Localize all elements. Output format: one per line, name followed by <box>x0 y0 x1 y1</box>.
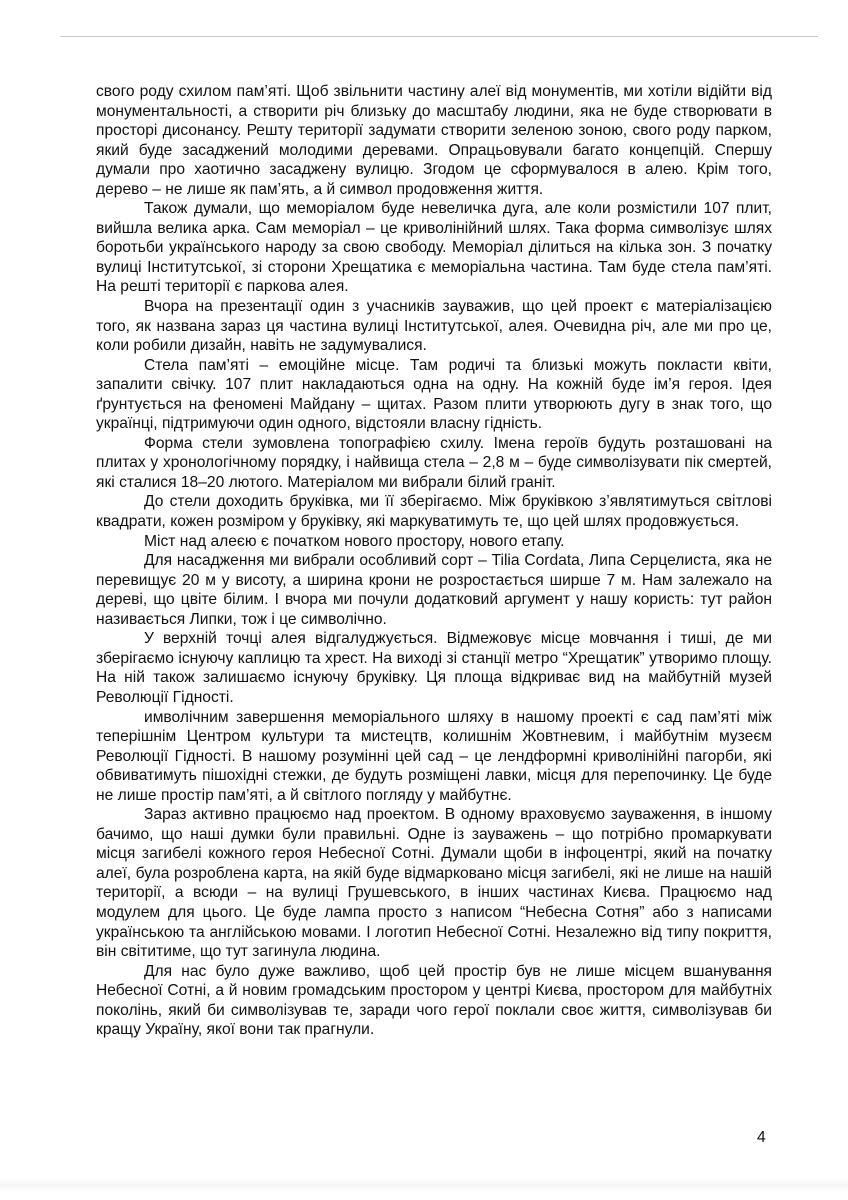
paragraph-7: Міст над алеєю є початком нового простору, нового етапу. <box>144 532 565 550</box>
paragraph-8: Для насадження ми вибрали особливий сорт – Tilia Cordata, Липа Серцелиста, яка не перевищує 20 м у висоту, а ширина крони не розростається ширше 7 м. Нам залежало на дереві, що цвіте білим. І вчора ми почули додатковий аргумент у нашу користь: тут район називається Липки, тож і це символічно. <box>96 552 772 628</box>
paragraph-11: Зараз активно працюємо над проектом. В одному враховуємо зауваження, в іншому бачимо, що наші думки були правильні. Одне із зауважень – що потрібно промаркувати місця загибелі кожного героя Небесної Сотні. Думали щоби в інфоцентрі, який на початку алеї, була розроблена карта, на якій буде відмарковано місця загибелі, які не лише на нашій території, а всюди – на вулиці Грушевського, в інших частинах Києва. Працюємо над модулем для цього. Це буде лампа просто з написом “Небесна Сотня” або з написами українською та англійською мовами. І логотип Небесної Сотні. Незалежно від типу покриття, він світитиме, що тут загинула людина. <box>96 806 772 961</box>
paragraph-12: Для нас було дуже важливо, щоб цей простір був не лише місцем вшанування Небесної Сотні, а й новим громадським простором у центрі Києва, простором для майбутніх поколінь, який би символізував те, заради чого герої поклали своє життя, символізував би кращу Україну, якої вони так прагнули. <box>96 962 772 1039</box>
paragraph-6: До стели доходить бруківка, ми її зберігаємо. Між бруківкою з’являтимуться світлові квадрати, кожен розміром у бруківку, які маркуватимуть те, що цей шлях продовжується. <box>96 493 772 531</box>
bottom-scan-edge <box>0 1178 848 1192</box>
paragraph-5: Форма стели зумовлена топографією схилу. Імена героїв будуть розташовані на плитах у хронологічному порядку, і найвища стела – 2,8 м – буде символізувати пік смертей, які сталися 18–20 лютого. Матеріалом ми вибрали білий граніт. <box>96 434 772 491</box>
document-body <box>96 82 772 1040</box>
paragraph-9: У верхній точці алея відгалуджується. Відмежовує місце мовчання і тиші, де ми зберігаємо існуючу каплицю та хрест. На виході зі станції метро “Хрещатик” утворимо площу. На ній також залишаємо існуючу бруківку. Ця площа відкриває вид на майбутній музей Революції Гідності. <box>96 630 772 706</box>
paragraph-10: имволічним завершення меморіального шляху в нашому проекті є сад пам’яті між теперішнім Центром культури та мистецтв, колишнім Жовтневим, і майбутнім музеєм Революції Гідності. В нашому розумінні цей сад – це лендформні криволінійні пагорби, які обвиватимуть пішохідні стежки, де будуть розміщені лавки, місця для перепочинку. Це буде не лише простір пам’яті, а й світлого погляду у майбутнє. <box>96 708 772 804</box>
paragraph-3: Вчора на презентації один з учасників зауважив, що цей проект є матеріалізацією того, як названа зараз ця частина вулиці Інститутської, алея. Очевидна річ, але ми про це, коли робили дизайн, навіть не задумувалися. <box>96 298 772 355</box>
paragraph-2: Також думали, що меморіалом буде невеличка дуга, але коли розмістили 107 плит, вийшла велика арка. Сам меморіал – це криволінійний шлях. Така форма символізує шлях боротьби українського народу за свою свободу. Меморіал ділиться на кілька зон. З початку вулиці Інститутської, зі сторони Хрещатика є меморіальна частина. Там буде стела пам’яті. На решті території є паркова алея. <box>96 200 772 296</box>
paragraph-4: Стела пам’яті – емоційне місце. Там родичі та близькі можуть покласти квіти, запалити свічку. 107 плит накладаються одна на одну. На кожній буде ім’я героя. Ідея ґрунтується на феномені Майдану – щитах. Разом плити утворюють дугу в знак того, що українці, підтримуючи один одного, відстояли власну гідність. <box>96 356 772 433</box>
page-number: 4 <box>757 1129 766 1146</box>
top-scan-rule <box>60 36 818 37</box>
paragraph-1: свого роду схилом пам’яті. Щоб звільнити частину алеї від монументів, ми хотіли відійти від монументальності, а створити річ близьку до масштабу людини, яка не буде створювати в просторі дисонансу. Решту території задумати створити зеленою зоною, свого роду парком, який буде засаджений молодими деревами. Опрацьовували багато концепцій. Спершу думали про хаотично засаджену вулицю. Згодом це сформувалося в алею. Крім того, дерево – не лише як пам’ять, а й символ продовження життя. <box>96 83 772 198</box>
